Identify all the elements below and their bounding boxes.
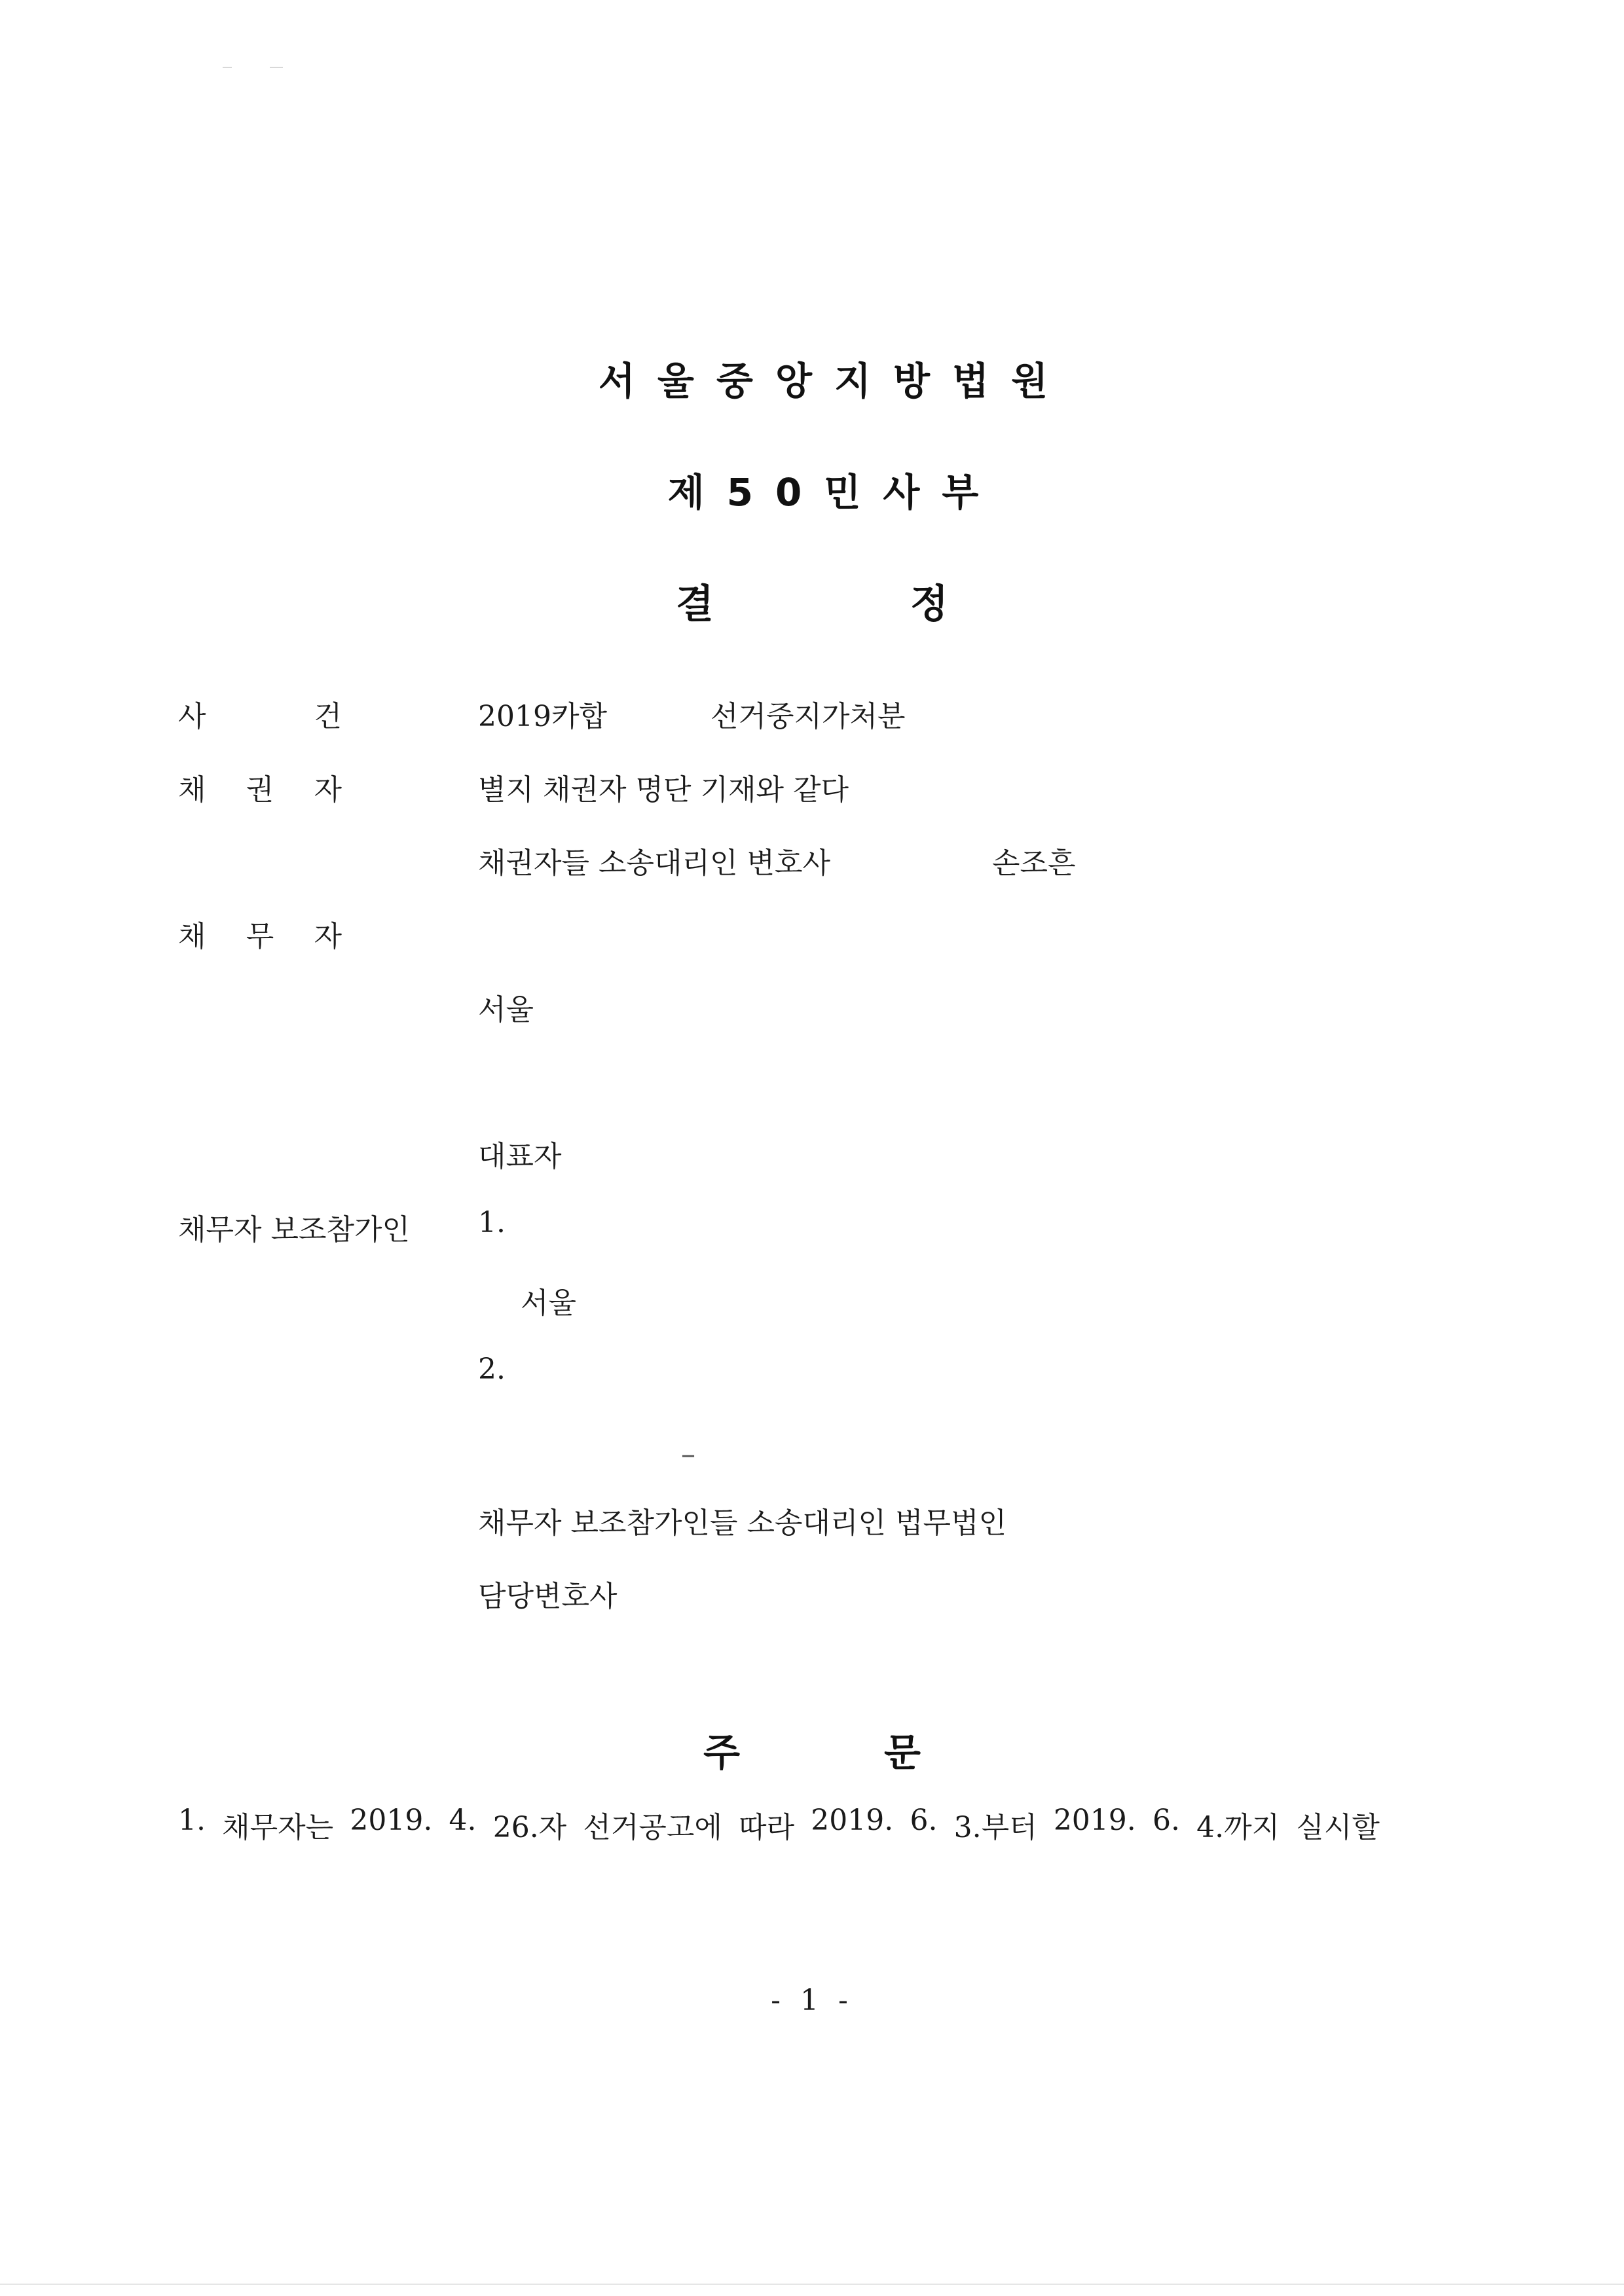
intervenor-1-address: 서울 bbox=[521, 1286, 577, 1320]
creditor-agent-name: 손조흔 bbox=[992, 847, 1076, 880]
case-label-char: 사 bbox=[178, 700, 206, 733]
scan-artifact bbox=[0, 2284, 1624, 2285]
order-word: 2019. bbox=[350, 1804, 433, 1837]
case-label bbox=[178, 693, 342, 735]
order-title-left: 주 bbox=[703, 1730, 740, 1775]
order-word: 2019. bbox=[811, 1804, 894, 1837]
creditor-agent: 채권자들 소송대리인 변호사 bbox=[478, 847, 831, 880]
order-word: 4.까지 bbox=[1196, 1811, 1280, 1844]
scan-artifact bbox=[270, 67, 283, 68]
order-word: 26.자 bbox=[492, 1811, 567, 1844]
order-word: 실시할 bbox=[1296, 1811, 1380, 1844]
debtor-address: 서울 bbox=[478, 993, 534, 1027]
document-title-right: 정 bbox=[910, 581, 948, 627]
document-title-left: 결 bbox=[676, 581, 714, 627]
page-number: - 1 - bbox=[771, 1984, 853, 2017]
division-name: 제50민사부 bbox=[667, 470, 1001, 515]
order-word: 6. bbox=[1152, 1804, 1180, 1837]
order-word: 선거공고에 bbox=[583, 1811, 722, 1844]
case-name: 선거중지가처분 bbox=[710, 700, 906, 733]
scan-artifact bbox=[223, 67, 232, 68]
intervenor-agent: 채무자 보조참가인들 소송대리인 법무법인 bbox=[478, 1506, 1007, 1540]
document-title bbox=[0, 573, 1624, 629]
creditor-label bbox=[178, 766, 342, 808]
debtor-label-char: 자 bbox=[314, 920, 342, 953]
intervenor-label: 채무자 보조참가인 bbox=[178, 1213, 411, 1247]
case-number: 2019카합 bbox=[478, 700, 607, 733]
order-paragraph-1 bbox=[178, 1804, 1380, 1846]
order-title bbox=[0, 1722, 1624, 1777]
creditor-value: 별지 채권자 명단 기재와 같다 bbox=[478, 773, 849, 807]
order-word: 1. bbox=[178, 1804, 206, 1837]
debtor-representative: 대표자 bbox=[478, 1140, 562, 1173]
order-word: 따라 bbox=[739, 1811, 795, 1844]
creditor-label-char: 자 bbox=[314, 773, 342, 807]
order-title-right: 문 bbox=[884, 1730, 921, 1775]
order-word: 3.부터 bbox=[953, 1811, 1037, 1844]
court-name: 서울중앙지방법원 bbox=[598, 359, 1071, 403]
intervenor-dash: – bbox=[681, 1438, 695, 1471]
intervenor-attorney: 담당변호사 bbox=[478, 1580, 618, 1613]
order-word: 6. bbox=[910, 1804, 938, 1837]
debtor-label-char: 무 bbox=[246, 920, 274, 953]
creditor-label-char: 채 bbox=[178, 773, 206, 807]
debtor-label-char: 채 bbox=[178, 920, 206, 953]
case-label-char: 건 bbox=[314, 700, 342, 733]
intervenor-2: 2. bbox=[478, 1353, 506, 1386]
debtor-label bbox=[178, 913, 342, 955]
intervenor-1: 1. bbox=[478, 1206, 506, 1239]
order-word: 2019. bbox=[1053, 1804, 1136, 1837]
order-word: 채무자는 bbox=[222, 1811, 334, 1844]
creditor-label-char: 권 bbox=[246, 773, 274, 807]
order-word: 4. bbox=[449, 1804, 477, 1837]
